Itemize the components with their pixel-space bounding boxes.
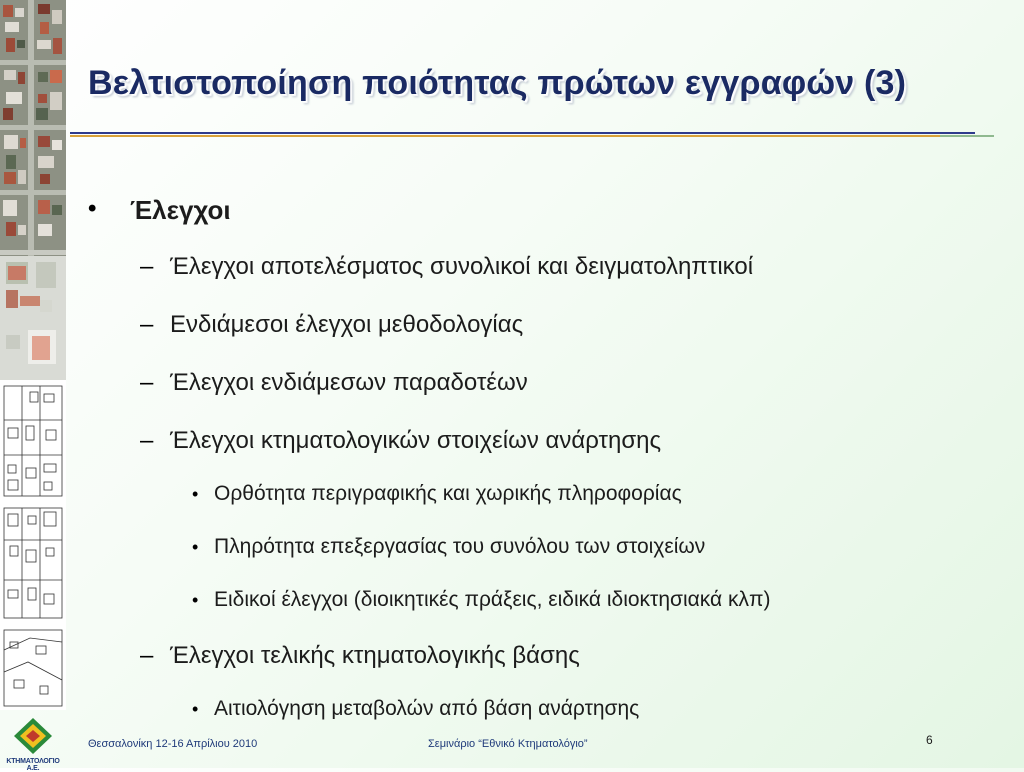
bullet-marker: • <box>192 699 199 719</box>
dash-marker: – <box>140 311 154 338</box>
bullet-level1: Έλεγχοι <box>130 195 231 225</box>
bullet-level2: Έλεγχοι τελικής κτηματολογικής βάσης <box>170 642 580 669</box>
bullet-level3: Πληρότητα επεξεργασίας του συνόλου των στοιχείων <box>214 535 706 558</box>
bullet-level2: Ενδιάμεσοι έλεγχοι μεθοδολογίας <box>170 311 524 338</box>
bullet-marker: • <box>192 537 199 557</box>
bullet-marker: • <box>192 484 199 504</box>
logo-text: ΚΤΗΜΑΤΟΛΟΓΙΟ Α.Ε. <box>6 758 60 772</box>
bullet-level3: Ειδικοί έλεγχοι (διοικητικές πράξεις, ειδικά ιδιοκτησιακά κλπ) <box>214 588 771 611</box>
dash-marker: – <box>140 253 154 280</box>
page-number: 6 <box>926 733 933 747</box>
footer-date-location: Θεσσαλονίκη 12-16 Απρίλιου 2010 <box>88 738 258 750</box>
bullet-level2: Έλεγχοι ενδιάμεσων παραδοτέων <box>170 369 528 396</box>
bullet-marker: • <box>88 195 97 222</box>
bullet-marker: • <box>192 590 199 610</box>
dash-marker: – <box>140 642 154 669</box>
bullet-level2: Έλεγχοι κτηματολογικών στοιχείων ανάρτησης <box>170 427 662 454</box>
slide-title: Βελτιστοποίηση ποιότητας πρώτων εγγραφών (3) <box>88 64 907 102</box>
dash-marker: – <box>140 427 154 454</box>
dash-marker: – <box>140 369 154 396</box>
footer-seminar-title: Σεμινάριο “Εθνικό Κτηματολόγιο” <box>428 738 588 750</box>
bullet-level2: Έλεγχοι αποτελέσματος συνολικοί και δειγματοληπτικοί <box>170 253 754 280</box>
bullet-level3: Αιτιολόγηση μεταβολών από βάση ανάρτησης <box>214 697 640 720</box>
bullet-level3: Ορθότητα περιγραφικής και χωρικής πληροφορίας <box>214 482 682 505</box>
